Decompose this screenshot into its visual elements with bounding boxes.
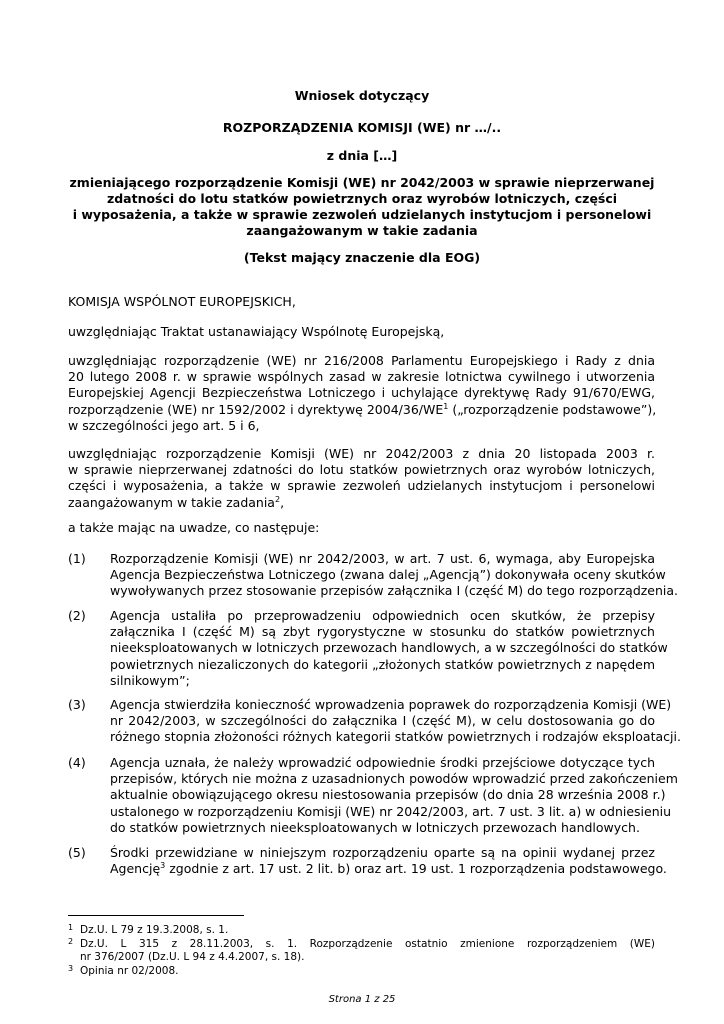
footnote-ref-3[interactable]: 3 [160, 861, 166, 871]
recital-number: (4) [68, 755, 86, 770]
footnote-separator [68, 915, 244, 916]
footnote-mark: 2 [68, 937, 74, 946]
commission-line: KOMISJA WSPÓLNOT EUROPEJSKICH, [68, 294, 296, 309]
subject-line: i wyposażenia, a także w sprawie zezwoleń udzielanych instytucjom i personelowi [72, 207, 652, 222]
recital-number: (1) [68, 551, 86, 566]
reg-2042-citation: uwzględniając rozporządzenie Komisji (WE) nr 2042/2003 z dnia 20 listopada 2003 r. w sprawie nieprzerwanej zdatności do lotu statków powietrznych oraz wyrobów lotniczych, części i wyposażenia, a także w sprawie zezwoleń udzielanych instytucjom i personelowi zaangażowanym w takie zadania$^2$, [68, 446, 655, 510]
footnote-mark: 3 [68, 964, 74, 973]
recital-number: (3) [68, 697, 86, 712]
basic-regulation-citation: uwzględniając rozporządzenie (WE) nr 216/2008 Parlamentu Europejskiego i Rady z dnia 20 lutego 2008 r. w sprawie wspólnych zasad w zakresie lotnictwa cywilnego i utworzenia Europejskiej Agencji Bezpieczeństwa Lotniczego i uchylające dyrektywę Rady 91/670/EWG, rozporządzenie (WE) nr 1592/2002 i dyrektywę $2004/36/WE^1$ („rozporządzenie podstawowe”), w szczególności jego art. 5 i 6, [68, 353, 657, 433]
page-number: Strona 1 z 25 [328, 994, 396, 1005]
whereas-line: a także mając na uwadze, co następuje: [68, 520, 320, 535]
treaty-citation: uwzględniając Traktat ustanawiający Wspólnotę Europejską, [68, 324, 445, 339]
recital-number: (5) [68, 845, 86, 860]
footnote-mark: 1 [68, 923, 74, 932]
footnote-ref-2[interactable]: 2 [274, 494, 281, 504]
doc-type-heading: Wniosek dotyczący [294, 88, 430, 103]
regulation-date: z dnia […] [326, 148, 398, 163]
recital-number: (2) [68, 608, 86, 623]
subject-line: zmieniającego rozporządzenie Komisji (WE) nr 2042/2003 w sprawie nieprzerwanej [69, 175, 655, 190]
regulation-title: ROZPORZĄDZENIA KOMISJI (WE) nr …/.. [222, 120, 502, 135]
eea-relevance: (Tekst mający znaczenie dla EOG) [243, 250, 481, 265]
subject-line: zaangażowanym w takie zadania [246, 223, 478, 238]
document-page: Wniosek dotyczący ROZPORZĄDZENIA KOMISJI (WE) nr …/.. z dnia […] zmieniającego rozporządzenie Komisji (WE) nr 2042/2003 w sprawie nieprzerwanej zdatności do lotu statków powietrznych oraz wyrobów lotniczych, części i wyposażenia, a także w sprawie zezwoleń udzielanych instytucjom i personelowi zaangażowanym w takie zadania (Tekst mający znaczenie dla EOG) KOMISJA WSPÓLNOT EUROPEJSKICH, uwzględniając Traktat ustanawiający Wspólnotę Europejską, uwzględniając rozporządzenie (WE) nr 216/2008 Parlamentu Europejskiego i Rady z dnia 20 lutego 2008 r. w sprawie wspólnych zasad w zakresie lotnictwa cywilnego i utworzenia Europejskiej Agencji Bezpieczeństwa Lotniczego i uchylające dyrektywę Rady 91/670/EWG, rozporządzenie (WE) nr 1592/2002 i dyrektywę $2004/36/WE^1$ („rozporządzenie podstawowe”), w szczególności jego art. 5 i 6, uwzględniając rozporządzenie Komisji (WE) nr 2042/2003 z dnia 20 listopada 2003 r. w sprawie nieprzerwanej zdatności do lotu statków powietrznych oraz wyrobów lotniczych, części i wyposażenia, a także w sprawie zezwoleń udzielanych instytucjom i personelowi zaangażowanym w takie zadania$^2$, a także mając na uwadze, co następuje: (1) Rozporządzenie Komisji (WE) nr 2042/2003, w art. 7 ust. 6, wymaga, aby Europejska Agencja Bezpieczeństwa Lotniczego (zwana dalej „Agencją”) dokonywała oceny skutków wywoływanych przez stosowanie przepisów załącznika I (część M) do tego rozporządzenia. (2) Agencja ustaliła po przeprowadzeniu odpowiednich ocen skutków, że przepisy załącznika I (część M) są zbyt rygorystyczne w stosunku do statków powietrznych nieeksploatowanych w lotniczych przewozach handlowych, a w szczególności do statków powietrznych niezaliczonych do kategorii „złożonych statków powietrznych z napędem silnikowym”; (3) Agencja stwierdziła konieczność wprowadzenia poprawek do rozporządzenia Komisji (WE) nr 2042/2003, w szczególności do załącznika I (część M), w celu dostosowania go do różnego stopnia złożoności różnych kategorii statków powietrznych i rodzajów eksploatacji. (4) Agencja uznała, że należy wprowadzić odpowiednie środki przejściowe dotyczące tych przepisów, których nie można z uzasadnionych powodów wprowadzić przed zakończeniem aktualnie obowiązującego okresu niestosowania przepisów (do dnia 28 września 2008 r.) ustalonego w rozporządzeniu Komisji (WE) nr 2042/2003, art. 7 ust. 3 lit. a) w odniesieniu do statków powietrznych nieeksploatowanych w lotniczych przewozach handlowych. (5) Środki przewidziane w niniejszym rozporządzeniu oparte są na opinii wydanej przez Agencję$^3$ zgodnie z art. 17 ust. 2 lit. b) oraz art. 19 ust. 1 rozporządzenia podstawowego. 1 Dz.U. L 79 z 19.3.2008, s. 1. 2 Dz.U. L 315 z 28.11.2003, s. 1. Rozporządzenie ostatnio zmienione rozporządzeniem (WE) nr 376/2007 (Dz.U. L 94 z 4.4.2007, s. 18). 3 Opinia nr 02/2008. Strona 1 z 25 [0, 0, 724, 1024]
regulation-subject [60, 175, 664, 239]
footnote-ref-1[interactable]: 1 [443, 401, 449, 411]
subject-line: zdatności do lotu statków powietrznych oraz wyrobów lotniczych, części [106, 191, 618, 206]
